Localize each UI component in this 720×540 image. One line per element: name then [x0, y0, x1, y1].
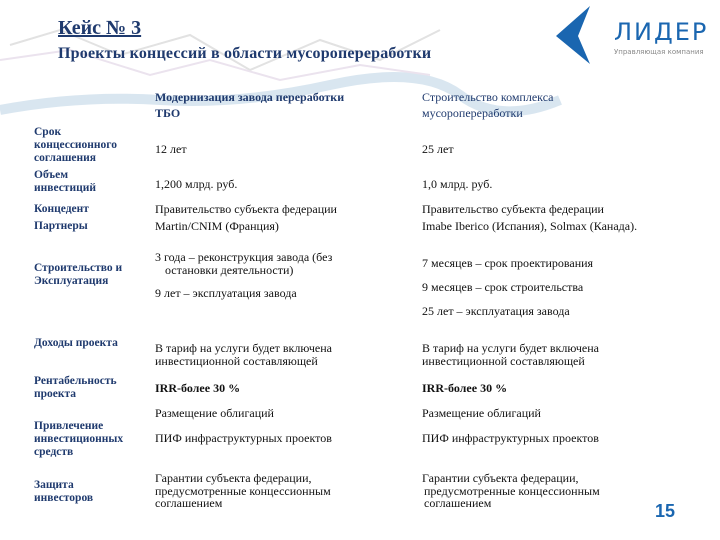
- row-label-funding: [34, 420, 123, 459]
- column-header-2-line2: мусоропереработки: [422, 106, 523, 120]
- funding-col1-line2: ПИФ инфраструктурных проектов: [155, 431, 332, 445]
- row-label-term: [34, 126, 117, 165]
- text-line: инвестиционной составляющей: [422, 353, 585, 368]
- row-label-grantor: Концедент: [34, 203, 89, 215]
- partners-col1: Martin/CNIM (Франция): [155, 219, 279, 233]
- investment-col2: 1,0 млрд. руб.: [422, 177, 493, 191]
- label-line: Рентабельность: [34, 375, 117, 387]
- label-line: Срок: [34, 126, 62, 138]
- row-label-revenue: Доходы проекта: [34, 337, 118, 349]
- page-title: Кейс № 3: [58, 17, 142, 39]
- text-line: предусмотренные концессионным: [424, 483, 600, 498]
- row-label-protection: [34, 479, 93, 505]
- column-header-2: [422, 89, 554, 121]
- term-col2: 25 лет: [422, 142, 454, 156]
- text-line: В тариф на услуги будет включена: [155, 341, 332, 355]
- text-line: соглашением: [155, 496, 223, 510]
- grantor-col1: Правительство субъекта федерации: [155, 202, 337, 216]
- company-logo: [548, 4, 718, 66]
- text-line: Гарантии субъекта федерации,: [422, 471, 579, 485]
- text-line: инвестиционной составляющей: [155, 353, 318, 368]
- label-line: проекта: [34, 388, 77, 400]
- revenue-col2: [422, 342, 599, 367]
- funding-col1-line1: Размещение облигаций: [155, 406, 274, 420]
- label-line: средств: [34, 446, 74, 458]
- row-label-construction: [34, 262, 122, 288]
- text-line: В тариф на услуги будет включена: [422, 341, 599, 355]
- protection-col1: [155, 472, 331, 510]
- construction-col1-line1: 3 года – реконструкция завода (без: [155, 250, 333, 264]
- funding-col2-line1: Размещение облигаций: [422, 406, 541, 420]
- row-label-partners: Партнеры: [34, 220, 88, 232]
- revenue-col1: [155, 342, 332, 367]
- construction-col2-line2: 9 месяцев – срок строительства: [422, 280, 584, 294]
- label-line: Эксплуатация: [34, 275, 109, 287]
- label-line: Объем: [34, 169, 69, 181]
- label-line: Защита: [34, 479, 74, 491]
- row-label-profitability: [34, 375, 117, 401]
- column-header-1: [155, 89, 344, 121]
- column-header-1-line1: Модернизация завода переработки: [155, 90, 345, 104]
- label-line: Строительство и: [34, 262, 123, 274]
- logo-mark-icon: [548, 4, 608, 66]
- page-subtitle: Проекты концессий в области мусоропереработки: [58, 45, 432, 62]
- logo-tagline: Управляющая компания: [614, 48, 704, 56]
- column-header-2-line1: Строительство комплекса: [422, 90, 554, 104]
- text-line: соглашением: [424, 496, 492, 510]
- construction-col1-line3: 9 лет – эксплуатация завода: [155, 286, 297, 300]
- label-line: концессионного: [34, 139, 117, 151]
- column-header-1-line2: ТБО: [155, 106, 181, 120]
- label-line: Привлечение: [34, 420, 104, 432]
- text-line: предусмотренные концессионным: [155, 483, 331, 498]
- term-col1: 12 лет: [155, 142, 187, 156]
- construction-col1-line2: остановки деятельности): [165, 263, 294, 277]
- investment-col1: 1,200 млрд. руб.: [155, 177, 238, 191]
- row-label-investment: [34, 169, 96, 195]
- construction-col2-line3: 25 лет – эксплуатация завода: [422, 304, 570, 318]
- label-line: инвестиционных: [34, 433, 124, 445]
- label-line: инвесторов: [34, 492, 94, 504]
- funding-col2-line2: ПИФ инфраструктурных проектов: [422, 431, 599, 445]
- partners-col2: Imabe Iberico (Испания), Solmax (Канада).: [422, 219, 638, 233]
- logo-text: ЛИДЕР: [614, 18, 709, 46]
- construction-col2-line1: 7 месяцев – срок проектирования: [422, 256, 594, 270]
- label-line: инвестиций: [34, 182, 96, 194]
- text-line: Гарантии субъекта федерации,: [155, 471, 312, 485]
- label-line: соглашения: [34, 152, 96, 164]
- profitability-col1: IRR-более 30 %: [155, 381, 241, 395]
- grantor-col2: Правительство субъекта федерации: [422, 202, 604, 216]
- page-number: 15: [655, 501, 676, 521]
- protection-col2: [422, 472, 600, 510]
- profitability-col2: IRR-более 30 %: [422, 381, 508, 395]
